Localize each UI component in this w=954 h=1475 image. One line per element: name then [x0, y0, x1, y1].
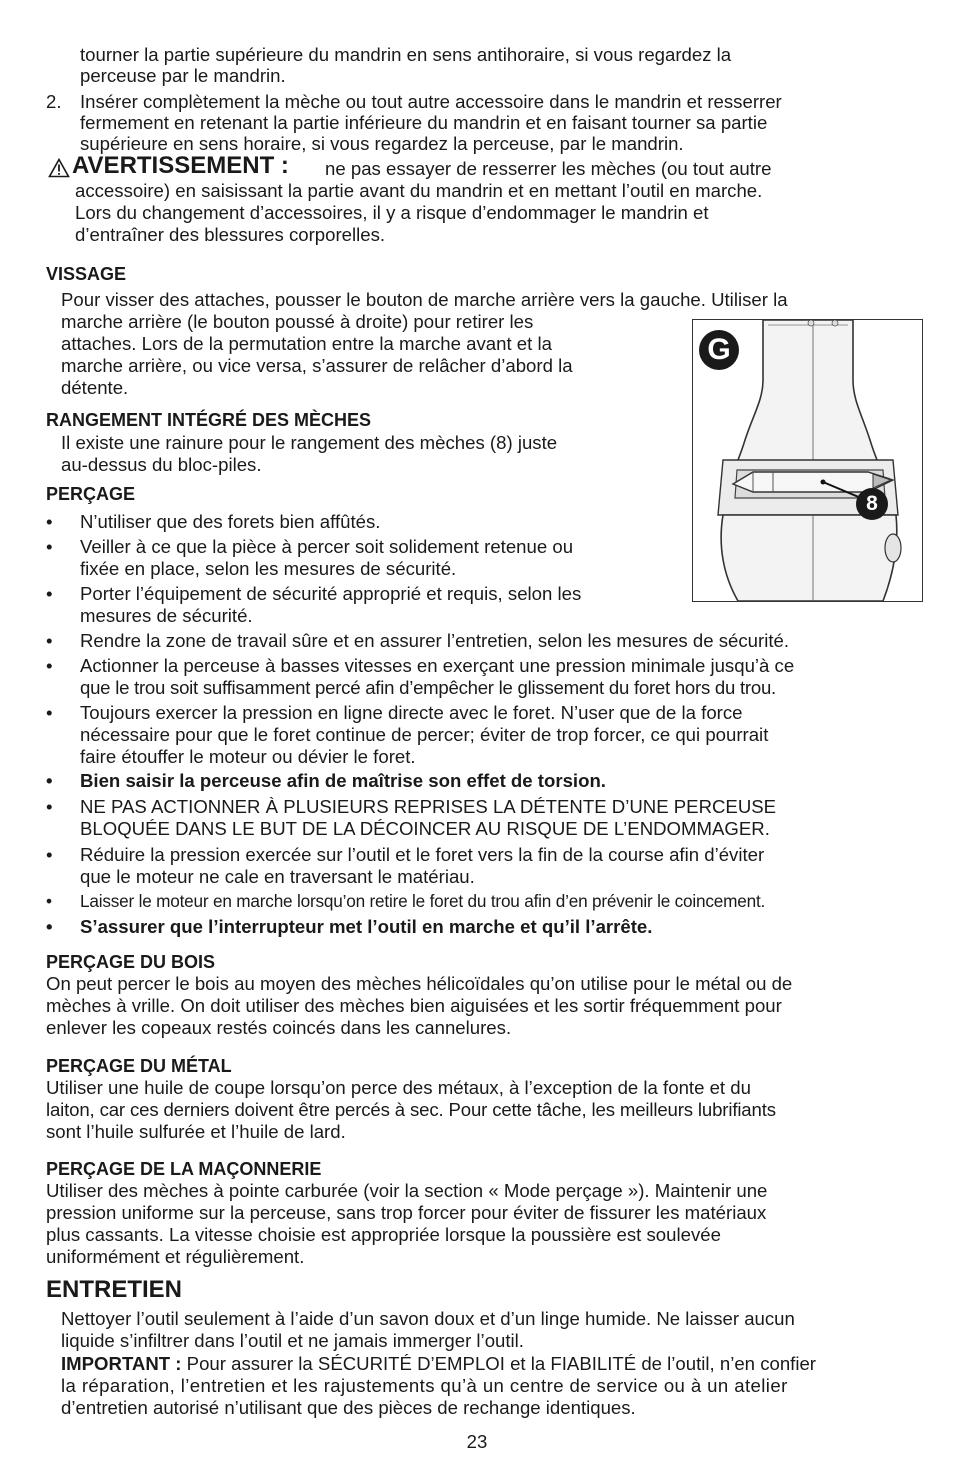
bullet-dot: • [46, 770, 53, 791]
section-heading-percage: PERÇAGE [46, 484, 136, 504]
bullet-text: Réduire la pression exercée sur l’outil et le foret vers la fin de la course afin d’éviter [80, 844, 765, 865]
bullet-dot: • [46, 583, 53, 604]
entretien-line: Nettoyer l’outil seulement à l’aide d’un savon doux et d’un linge humide. Ne laisser aucun [61, 1308, 795, 1329]
bullet-dot: • [46, 844, 53, 865]
bullet-dot: • [46, 536, 53, 557]
bois-line: mèches à vrille. On doit utiliser des mèches bien aiguisées et les sortir fréquemment pour [46, 995, 782, 1016]
bullet-text: S’assurer que l’interrupteur met l’outil en marche et qu’il l’arrête. [80, 916, 653, 937]
bullet-text: mesures de sécurité. [80, 605, 253, 626]
bullet-text: que le moteur ne cale en traversant le matériau. [80, 866, 475, 887]
maconnerie-line: uniformément et régulièrement. [46, 1246, 305, 1267]
bullet-text: que le trou soit suffisamment percé afin d’empêcher le glissement du foret hors du trou. [80, 677, 776, 698]
bullet-dot: • [46, 796, 53, 817]
bullet-dot: • [46, 916, 53, 937]
entretien-line: la réparation, l’entretien et les rajustements qu’à un centre de service ou à un atelier [61, 1375, 788, 1396]
figure-g-drill-illustration [692, 319, 923, 602]
page-number: 23 [466, 1431, 488, 1452]
bullet-text: NE PAS ACTIONNER À PLUSIEURS REPRISES LA DÉTENTE D’UNE PERCEUSE [80, 796, 777, 817]
bullet-text: BLOQUÉE DANS LE BUT DE LA DÉCOINCER AU RISQUE DE L’ENDOMMAGER. [80, 818, 770, 839]
rangement-line: au-dessus du bloc-piles. [61, 454, 262, 475]
metal-line: sont l’huile sulfurée et l’huile de lard. [46, 1121, 346, 1142]
vissage-line: marche arrière, ou vice versa, s’assurer de relâcher d’abord la [61, 355, 573, 376]
step-line: Insérer complètement la mèche ou tout autre accessoire dans le mandrin et resserrer [80, 91, 782, 112]
bullet-text: N’utiliser que des forets bien affûtés. [80, 511, 381, 532]
section-heading-bois: PERÇAGE DU BOIS [46, 952, 216, 972]
callout-number-badge: 8 [856, 488, 888, 520]
bullet-text: nécessaire pour que le foret continue de percer; éviter de trop forcer, ce qui pourrait [80, 724, 769, 745]
vissage-line: attaches. Lors de la permutation entre la marche avant et la [61, 333, 552, 354]
entretien-line: liquide s’infiltrer dans l’outil et ne jamais immerger l’outil. [61, 1330, 524, 1351]
intro-line: perceuse par le mandrin. [80, 65, 286, 86]
section-heading-metal: PERÇAGE DU MÉTAL [46, 1056, 232, 1076]
figure-letter-badge: G [699, 330, 739, 370]
bullet-text: Veiller à ce que la pièce à percer soit solidement retenue ou [80, 536, 574, 557]
bullet-dot: • [46, 702, 53, 723]
vissage-line: Pour visser des attaches, pousser le bouton de marche arrière vers la gauche. Utiliser la [61, 289, 788, 310]
section-heading-entretien: ENTRETIEN [46, 1276, 183, 1303]
metal-line: Utiliser une huile de coupe lorsqu’on perce des métaux, à l’exception de la fonte et du [46, 1077, 751, 1098]
step-line: supérieure en sens horaire, si vous regardez la perceuse, par le mandrin. [80, 133, 684, 154]
maconnerie-line: Utiliser des mèches à pointe carburée (voir la section « Mode perçage »). Maintenir une [46, 1180, 768, 1201]
vissage-line: détente. [61, 377, 129, 398]
warning-line: ne pas essayer de resserrer les mèches (ou tout autre [325, 158, 772, 179]
warning-line: d’entraîner des blessures corporelles. [75, 224, 386, 245]
section-heading-rangement: RANGEMENT INTÉGRÉ DES MÈCHES [46, 410, 372, 430]
bullet-text: Laisser le moteur en marche lorsqu’on retire le foret du trou afin d’en prévenir le coincement. [80, 891, 766, 911]
bullet-dot: • [46, 891, 52, 911]
warning-triangle-icon [48, 158, 70, 178]
bullet-text: Actionner la perceuse à basses vitesses en exerçant une pression minimale jusqu’à ce [80, 655, 795, 676]
maconnerie-line: pression uniforme sur la perceuse, sans trop forcer pour éviter de fissurer les matériaux [46, 1202, 767, 1223]
vissage-line: marche arrière (le bouton poussé à droite) pour retirer les [61, 311, 534, 332]
section-heading-vissage: VISSAGE [46, 264, 127, 284]
bois-line: On peut percer le bois au moyen des mèches hélicoïdales qu’on utilise pour le métal ou de [46, 973, 793, 994]
entretien-important-line [61, 1353, 816, 1375]
step-number: 2. [46, 91, 62, 112]
bullet-text: Bien saisir la perceuse afin de maîtrise son effet de torsion. [80, 770, 606, 791]
bullet-text: fixée en place, selon les mesures de sécurité. [80, 558, 457, 579]
warning-line: Lors du changement d’accessoires, il y a risque d’endommager le mandrin et [75, 202, 709, 223]
bullet-dot: • [46, 655, 53, 676]
rangement-line: Il existe une rainure pour le rangement des mèches (8) juste [61, 432, 558, 453]
bullet-text: Toujours exercer la pression en ligne directe avec le foret. N’user que de la force [80, 702, 743, 723]
step-line: fermement en retenant la partie inférieure du mandrin et en faisant tourner sa partie [80, 112, 768, 133]
entretien-line: d’entretien autorisé n’utilisant que des pièces de rechange identiques. [61, 1397, 636, 1418]
bullet-dot: • [46, 630, 53, 651]
bullet-text: Porter l’équipement de sécurité approprié et requis, selon les [80, 583, 582, 604]
bullet-text: faire étouffer le moteur ou dévier le foret. [80, 746, 416, 767]
bois-line: enlever les copeaux restés coincés dans les cannelures. [46, 1017, 512, 1038]
important-text: Pour assurer la SÉCURITÉ D’EMPLOI et la FIABILITÉ de l’outil, n’en confier [186, 1353, 816, 1374]
bullet-dot: • [46, 511, 53, 532]
section-heading-maconnerie: PERÇAGE DE LA MAÇONNERIE [46, 1159, 322, 1179]
bullet-text: Rendre la zone de travail sûre et en assurer l’entretien, selon les mesures de sécurité. [80, 630, 789, 651]
warning-title: AVERTISSEMENT : [72, 152, 289, 179]
metal-line: laiton, car ces derniers doivent être percés à sec. Pour cette tâche, les meilleurs lubrifiants [46, 1099, 776, 1120]
warning-line: accessoire) en saisissant la partie avant du mandrin et en mettant l’outil en marche. [75, 180, 763, 201]
maconnerie-line: plus cassants. La vitesse choisie est appropriée lorsque la poussière est soulevée [46, 1224, 721, 1245]
important-label: IMPORTANT : [61, 1353, 182, 1374]
intro-line: tourner la partie supérieure du mandrin en sens antihoraire, si vous regardez la [80, 44, 732, 65]
